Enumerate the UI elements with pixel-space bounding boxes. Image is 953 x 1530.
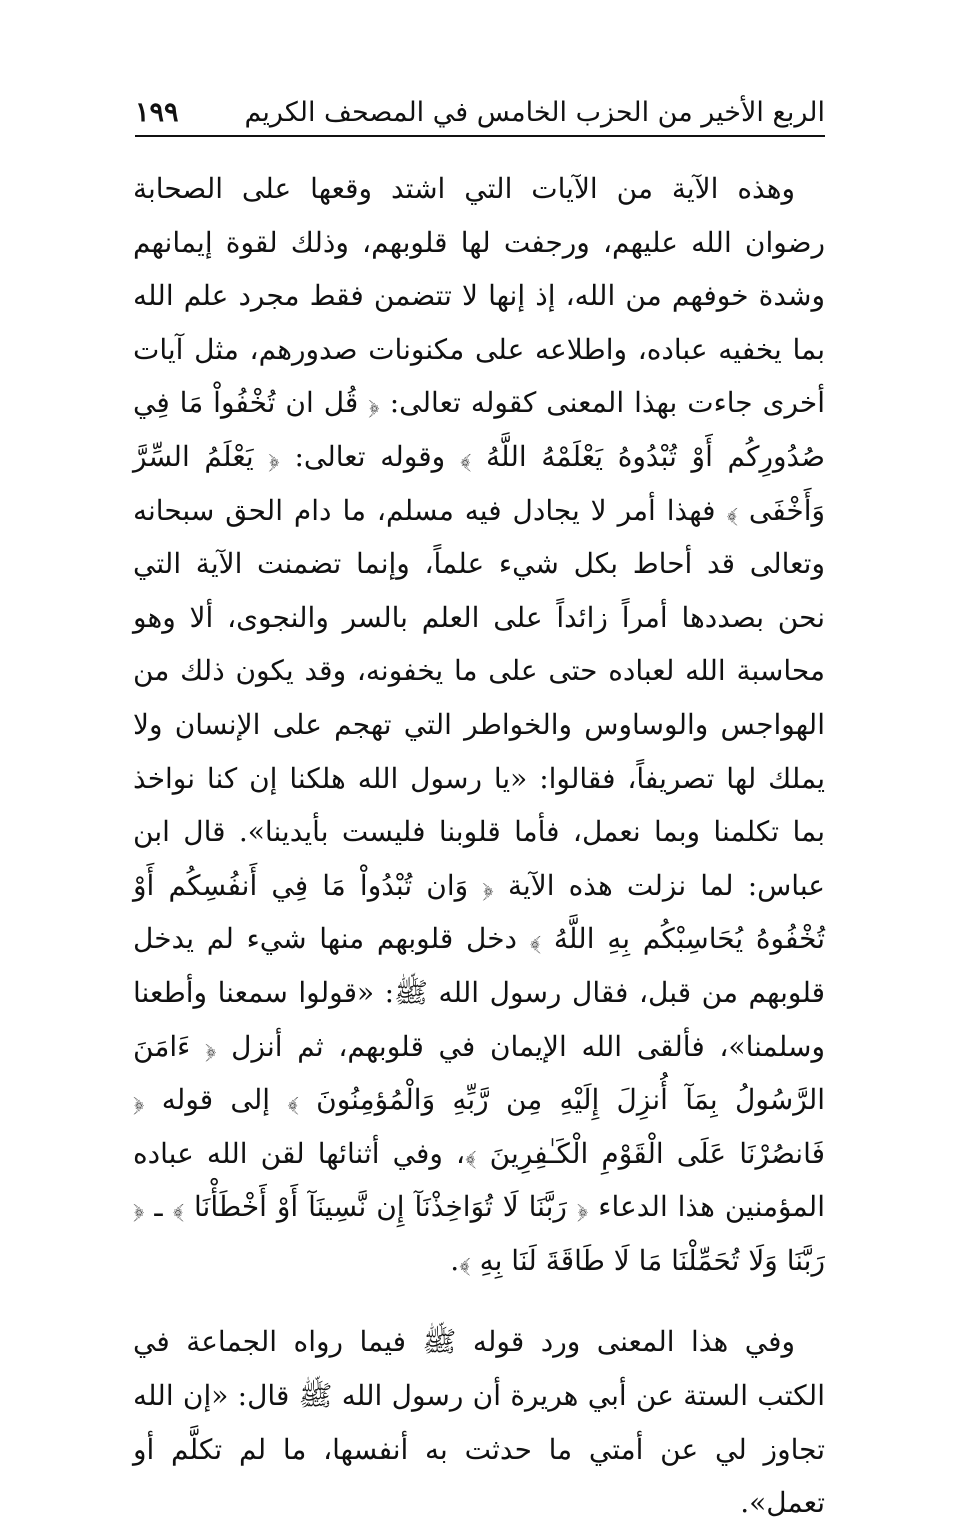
header-title: الربع الأخير من الحزب الخامس في المصحف الكريم [244,97,825,128]
paragraph-spacer [133,1287,825,1315]
body-text [133,162,825,1530]
page-number: ١٩٩ [135,97,179,128]
running-header [135,92,825,136]
paragraph-2: وفي هذا المعنى ورد قوله ﷺ فيما رواه الجماعة في الكتب الستة عن أبي هريرة أن رسول الله ﷺ قال: «إن الله تجاوز لي عن أمتي ما حدثت به أنفسها، ما لم تكلَّم أو تعمل». [133,1325,825,1520]
paragraph-1: وهذه الآية من الآيات التي اشتد وقعها على الصحابة رضوان الله عليهم، ورجفت لها قلوبهم، وذلك لقوة إيمانهم وشدة خوفهم من الله، إذ إنها لا تتضمن فقط مجرد علم الله بما يخفيه عباده، واطلاعه على مكنونات صدورهم، مثل آيات أخرى جاءت بهذا المعنى كقوله تعالى: ﴿ قُل ان تُخْفُواْ مَا فِي صُدُورِكُم أَوْ تُبْدُوهُ يَعْلَمْهُ اللَّهُ ﴾ وقوله تعالى: ﴿ يَعْلَمُ السِّرَّ وَأَخْفَى ﴾ فهذا أمر لا يجادل فيه مسلم، ما دام الحق سبحانه وتعالى قد أحاط بكل شيء علماً، وإنما تضمنت الآية التي نحن بصددها أمراً زائداً على العلم بالسر والنجوى، ألا وهو محاسبة الله لعباده حتى على ما يخفونه، وقد يكون ذلك من الهواجس والوساوس والخواطر التي تهجم على الإنسان ولا يملك لها تصريفاً، فقالوا: «يا رسول الله هلكنا إن كنا نواخذ بما تكلمنا وبما نعمل، فأما قلوبنا فليست بأيدينا». قال ابن عباس: لما نزلت هذه الآية ﴿ وَان تُبْدُواْ مَا فِي أَنفُسِكُم أَوْ تُخْفُوهُ يُحَاسِبْكُم بِهِ اللَّهُ ﴾ دخل قلوبهم منها شيء لم يدخل قلوبهم من قبل، فقال رسول الله ﷺ: «قولوا سمعنا وأطعنا وسلمنا»، فألقى الله الإيمان في قلوبهم، ثم أنزل ﴿ ءَامَنَ الرَّسُولُ بِمَآ أُنزِلَ إِلَيْهِ مِن رَّبِّهِ وَالْمُؤمِنُونَ ﴾ إلى قوله ﴿ فَانصُرْنَا عَلَى الْقَوْمِ الْكَـٰفِرِينَ ﴾، وفي أثنائها لقن الله عباده المؤمنين هذا الدعاء ﴿ رَبَّنَا لَا تُوَاخِذْنَآ إِن نَّسِينَآ أَوْ أَخْطَأْنَا ﴾ ـ ﴿ رَبَّنَا وَلَا تُحَمِّلْنَا مَا لَا طَاقَةَ لَنَا بِهِ ﴾. [133,172,825,1277]
header-divider [135,135,825,137]
